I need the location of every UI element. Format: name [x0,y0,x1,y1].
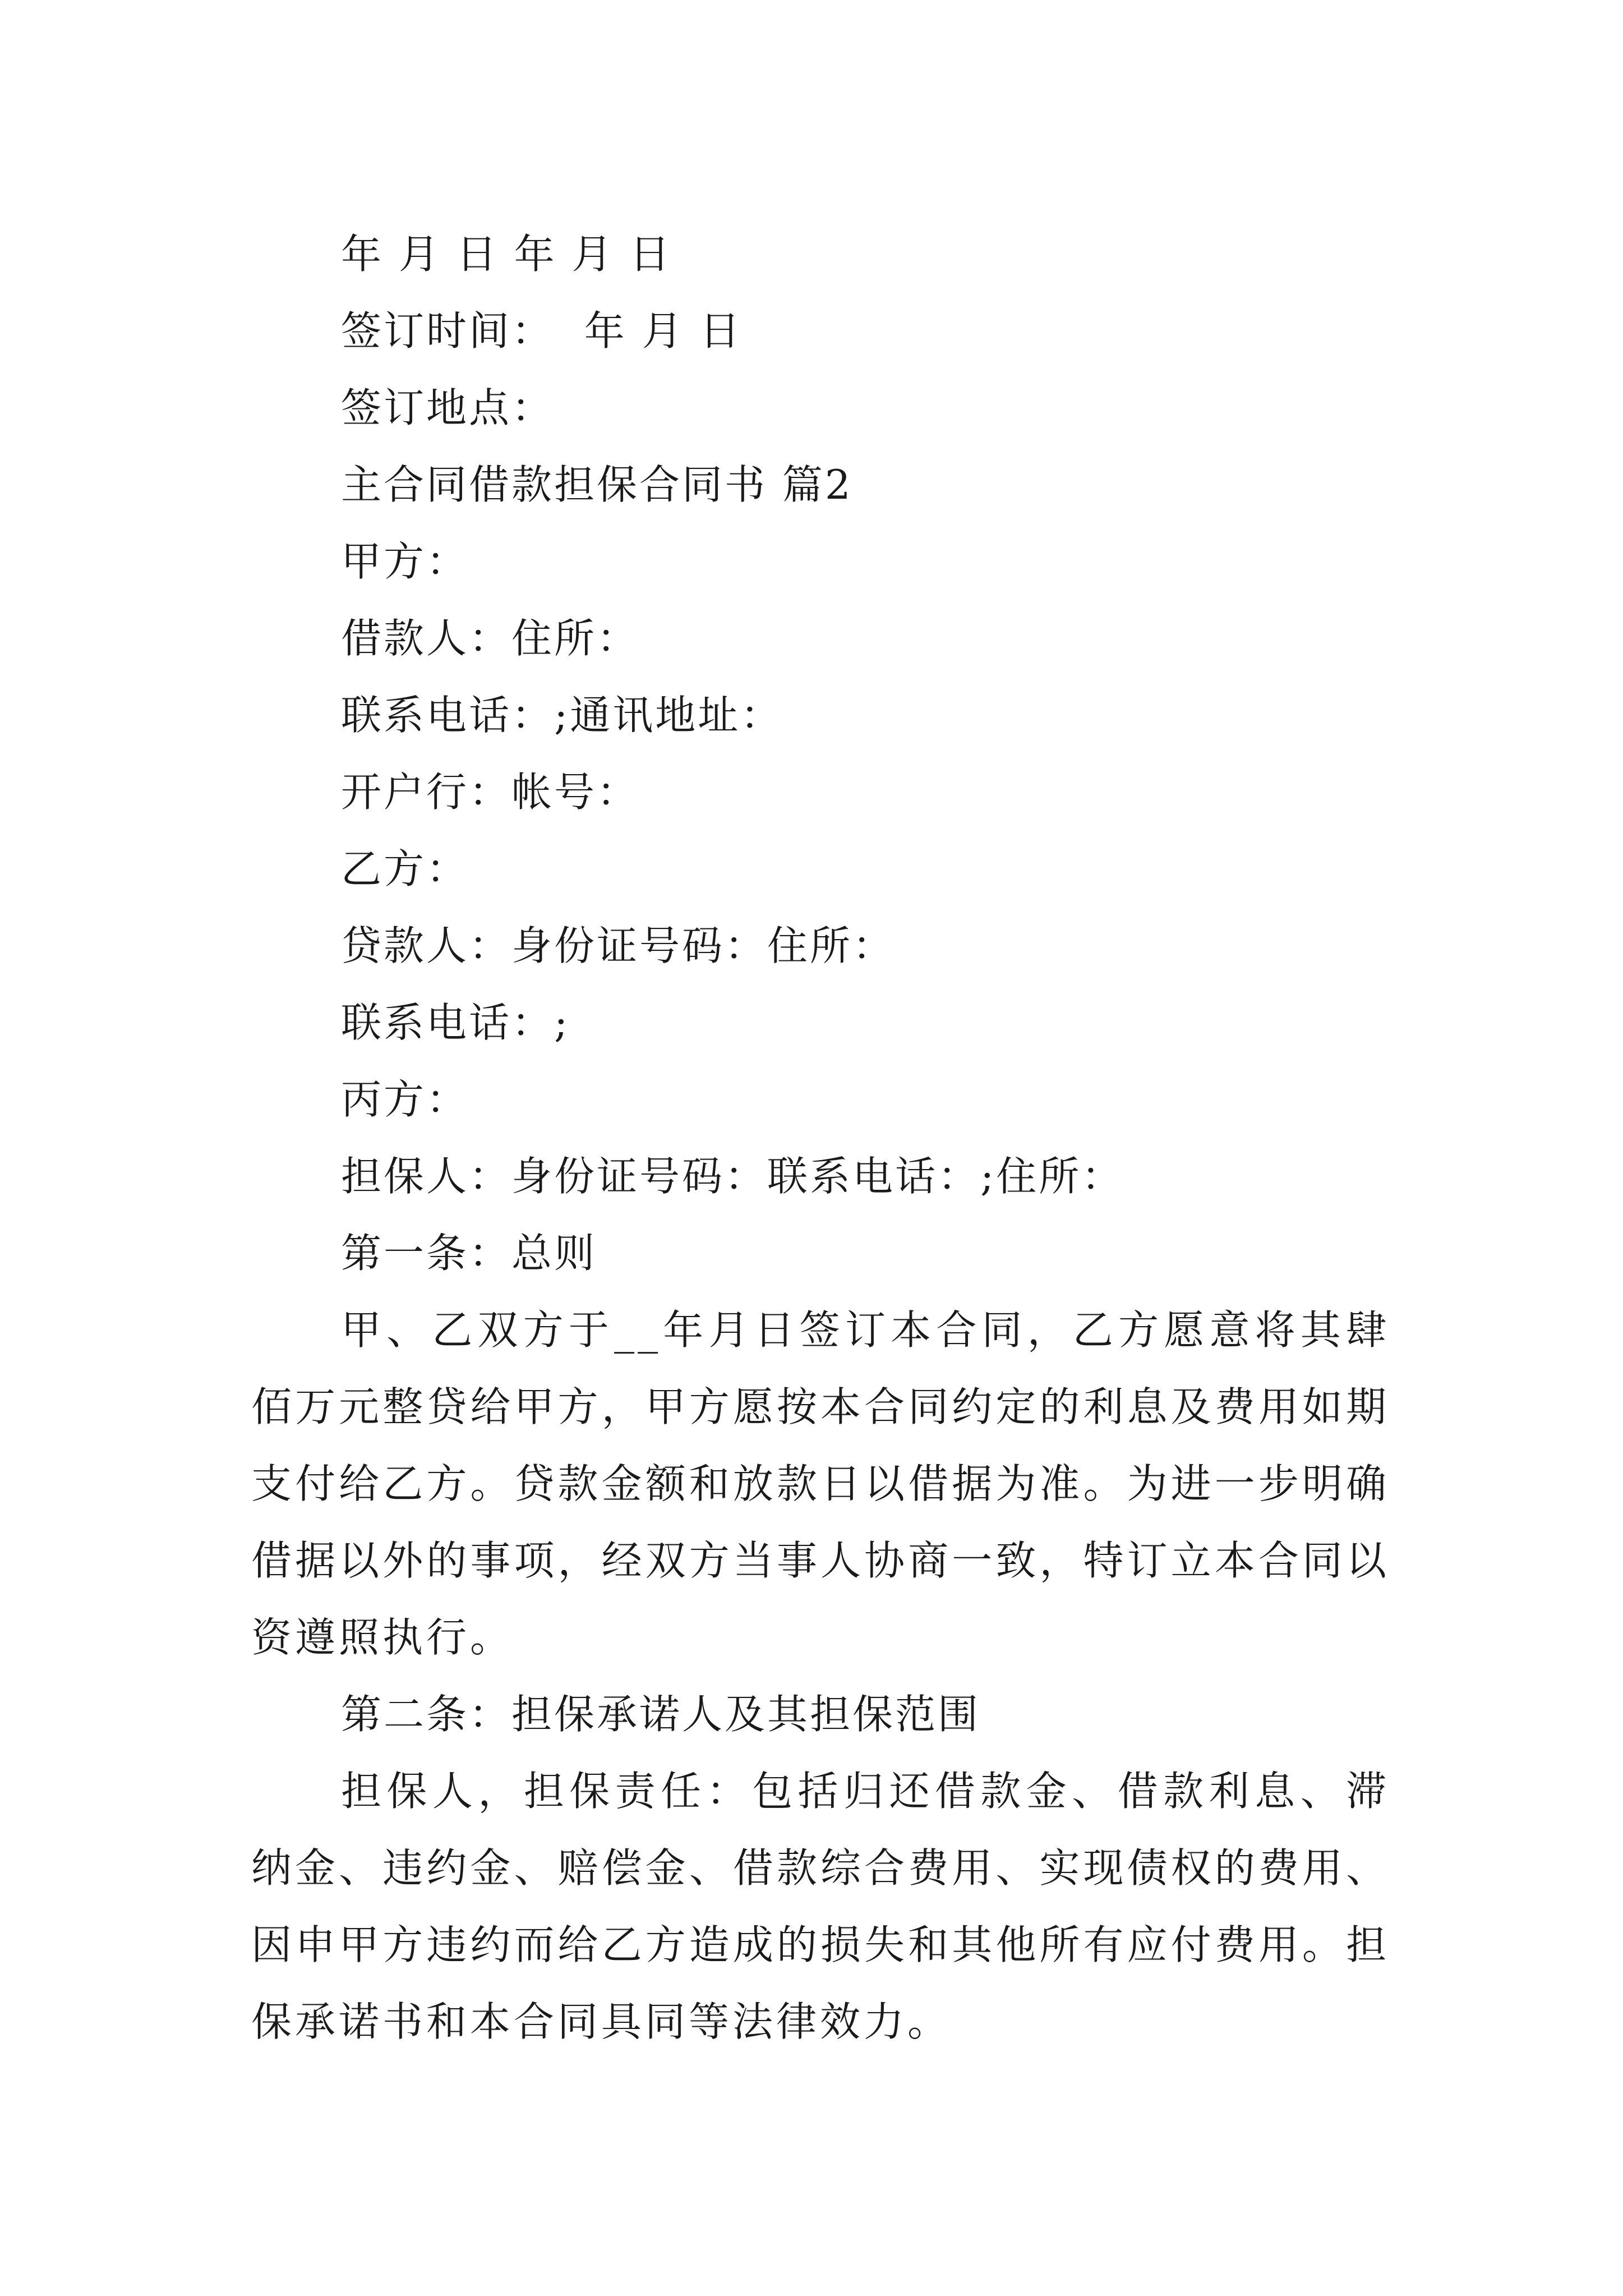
lender-contact-line: 联系电话：; [341,999,570,1046]
article-1-paragraph: 甲、乙双方于__年月日签订本合同，乙方愿意将其肆佰万元整贷给甲方，甲方愿按本合同约定的利息及费用如期支付给乙方。贷款金额和放款日以借据为准。为进一步明确借据以外的事项，经双方当事人协商一致，特订立本合同以资遵照执行。 [251,1306,1390,1661]
article-1-heading: 第一条：总则 [341,1230,597,1277]
party-c-label: 丙方： [341,1076,469,1123]
bank-account-line: 开户行：帐号： [341,769,640,816]
article-2-paragraph: 担保人，担保责任：包括归还借款金、借款利息、滞纳金、违约金、赔偿金、借款综合费用、实现债权的费用、因申甲方违约而给乙方造成的损失和其他所有应付费用。担保承诺书和本合同具同等法律效力。 [251,1768,1390,2045]
date-line: 年 月 日 年 月 日 [341,231,672,278]
signing-place: 签订地点： [341,384,555,431]
borrower-contact-line: 联系电话：;通讯地址： [341,692,783,739]
document-body [251,216,1390,2060]
guarantor-line: 担保人：身份证号码：联系电话：;住所： [341,1153,1124,1200]
party-b-label: 乙方： [341,845,469,892]
party-a-label: 甲方： [341,538,469,585]
section-title: 主合同借款担保合同书 篇2 [341,461,853,508]
borrower-line: 借款人：住所： [341,615,640,662]
lender-line: 贷款人：身份证号码：住所： [341,922,896,969]
article-2-heading: 第二条：担保承诺人及其担保范围 [341,1691,981,1738]
signing-time: 签订时间： 年 月 日 [341,307,743,355]
